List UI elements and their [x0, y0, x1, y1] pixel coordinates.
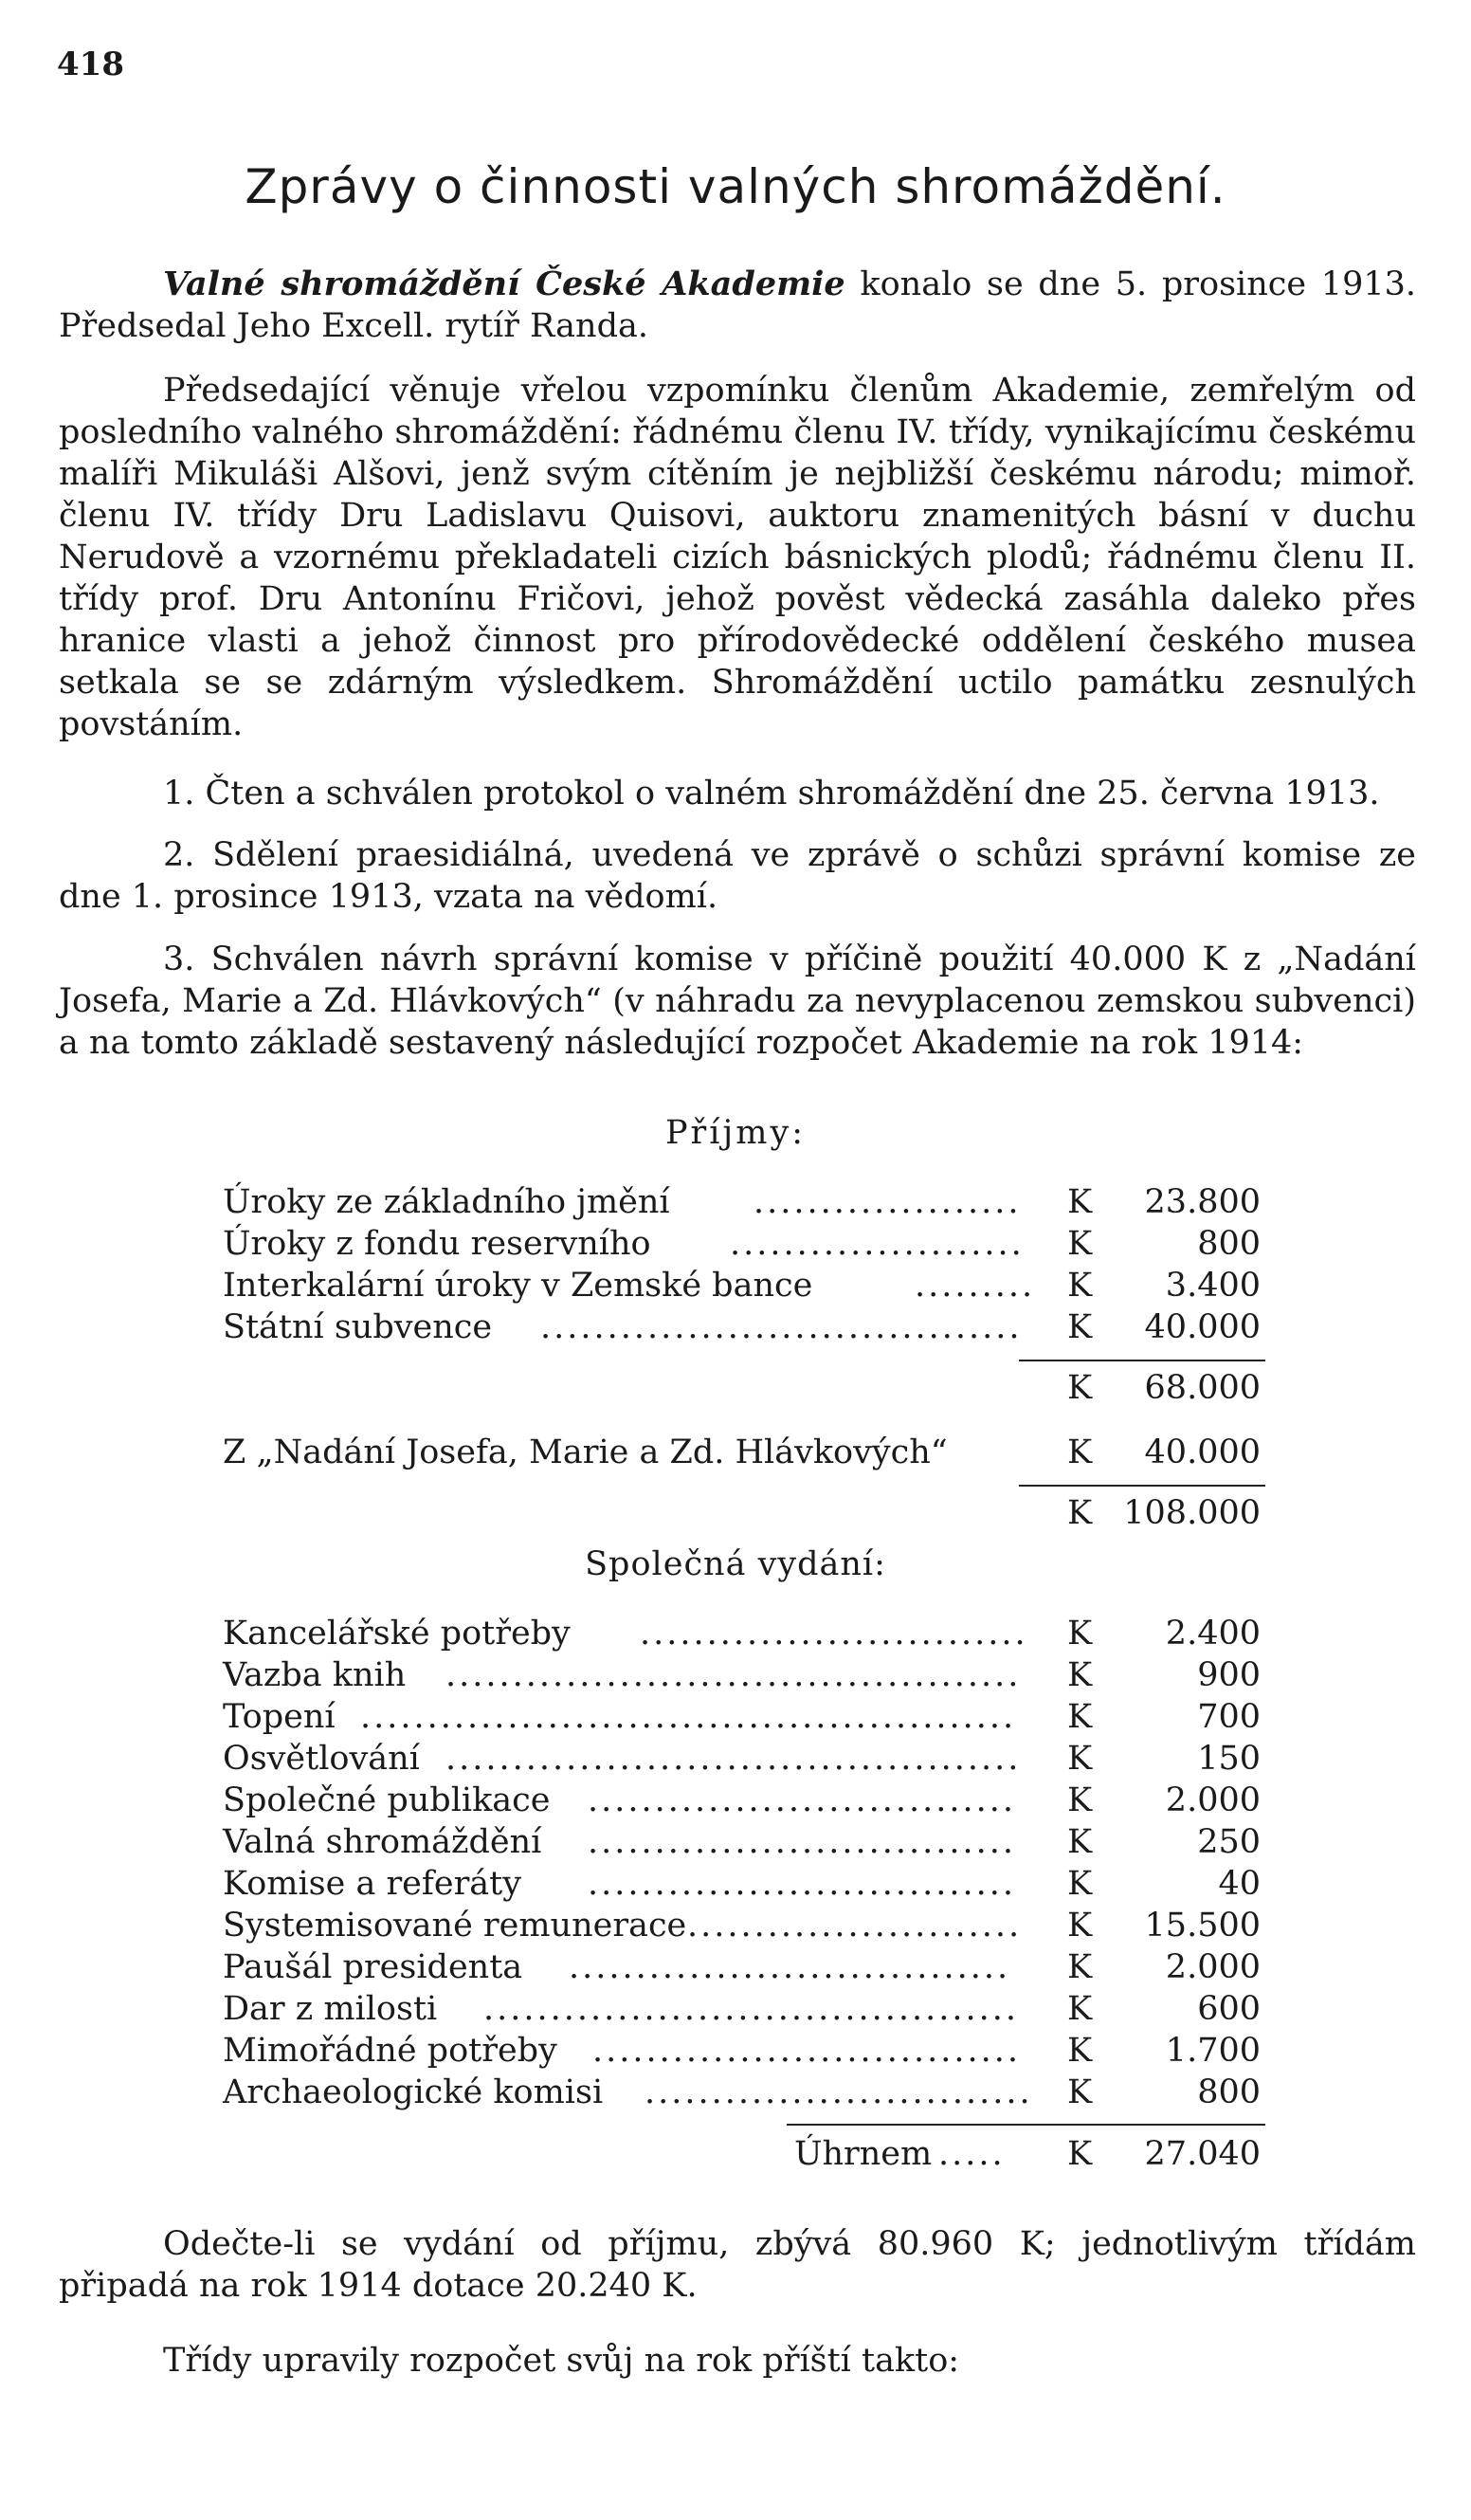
row-amount: 40.000 [1144, 1308, 1261, 1346]
row-amount: 68.000 [1144, 1369, 1261, 1407]
row-currency: K [1067, 1781, 1093, 1819]
row-dots: ................................................. [360, 1698, 1017, 1736]
row-currency: K [1067, 2135, 1093, 2173]
row-label: Topení [223, 1698, 336, 1736]
row-amount: 3.400 [1165, 1267, 1261, 1305]
row-label: Z „Nadání Josefa, Marie a Zd. Hlávkových“ [223, 1433, 948, 1471]
expense-row [0, 2032, 1471, 2073]
row-label: Úhrnem [794, 2135, 933, 2173]
row-dots: .................................... [540, 1308, 1023, 1346]
row-label: Úroky z fondu reservního [223, 1225, 651, 1263]
row-amount: 700 [1197, 1698, 1261, 1736]
row-currency: K [1067, 1948, 1093, 1986]
row-amount: 2.400 [1165, 1615, 1261, 1653]
row-currency: K [1067, 1865, 1093, 1903]
row-currency: K [1067, 1183, 1093, 1221]
row-dots: ......... [915, 1267, 1036, 1305]
row-label: Vazba knih [223, 1656, 407, 1694]
row-label: Mimořádné potřeby [223, 2032, 557, 2070]
item-3: 3. Schválen návrh správní komise v příčině použití 40.000 K z „Nadání Josefa, Marie a Zd. Hlávkových“ (v náhradu za nevyplacenou zemskou subvenci) a na tomto základě sestavený následující rozpočet Akademie na rok 1914: [59, 940, 1416, 1062]
row-dots: ................................ [588, 1865, 1017, 1903]
expense-total-rule [787, 2124, 1265, 2126]
row-amount: 250 [1197, 1823, 1261, 1861]
row-label: Paušál presidenta [223, 1948, 523, 1986]
row-amount: 800 [1197, 2073, 1261, 2111]
row-currency: K [1067, 1308, 1093, 1346]
row-currency: K [1067, 1615, 1093, 1653]
row-label: Valná shromáždění [223, 1823, 542, 1861]
row-currency: K [1067, 1494, 1093, 1532]
row-amount: 150 [1197, 1740, 1261, 1778]
row-label: Dar z milosti [223, 1990, 438, 2028]
row-currency: K [1067, 1823, 1093, 1861]
expense-row [0, 1948, 1471, 1990]
income-row [0, 1308, 1471, 1350]
expense-row [0, 1823, 1471, 1865]
page-title: Zprávy o činnosti valných shromáždění. [245, 159, 1226, 214]
row-amount: 40.000 [1144, 1433, 1261, 1471]
row-dots: .................... [754, 1183, 1022, 1221]
row-dots: ......................... [687, 1907, 1023, 1945]
row-currency: K [1067, 1907, 1093, 1945]
row-label: Úroky ze základního jmění [223, 1183, 670, 1221]
row-currency: K [1067, 1656, 1093, 1694]
row-dots: ...................... [730, 1225, 1025, 1263]
row-amount: 23.800 [1144, 1183, 1261, 1221]
expense-row [0, 1698, 1471, 1740]
intro-lead-rest: konalo se dne 5. prosince 1913. Předsedal Jeho Excell. rytíř Randa. [59, 265, 1417, 345]
row-label: Osvětlování [223, 1740, 420, 1778]
row-currency: K [1067, 1225, 1093, 1263]
row-amount: 108.000 [1123, 1494, 1261, 1532]
row-currency: K [1067, 1740, 1093, 1778]
memorial-paragraph: Předsedající věnuje vřelou vzpomínku členům Akademie, zemřelým od posledního valného shromáždění: řádnému členu IV. třídy, vynikajícímu českému malíři Mikuláši Alšovi, jenž svým cítěním je nejbližší českému národu; mimoř. členu IV. třídy Dru Ladislavu Quisovi, auktoru znamenitých básní v duchu Nerudově a vzornému překladateli cizích básnických plodů; řádnému členu II. třídy prof. Dru Antonínu Fričovi, jehož pověst vědecká zasáhla daleko přes hranice vlasti a jehož činnost pro přírodovědecké oddělení českého musea setkala se se zdárným výsledkem. Shromáždění uctilo památku zesnulých povstáním. [59, 372, 1416, 743]
expense-row [0, 2073, 1471, 2115]
income-row [0, 1183, 1471, 1225]
expense-row [0, 1656, 1471, 1698]
item-1: 1. Čten a schválen protokol o valném shromáždění dne 25. června 1913. [163, 775, 1380, 813]
row-dots: ..... [938, 2135, 1006, 2173]
closing-paragraph: Odečte-li se vydání od příjmu, zbývá 80.960 K; jednotlivým třídám připadá na rok 1914 dotace 20.240 K. [59, 2225, 1416, 2305]
row-dots: ............................. [640, 1615, 1028, 1653]
row-amount: 2.000 [1165, 1948, 1261, 1986]
row-currency: K [1067, 2032, 1093, 2070]
row-label: Společné publikace [223, 1781, 551, 1819]
row-amount: 600 [1197, 1990, 1261, 2028]
row-amount: 1.700 [1165, 2032, 1261, 2070]
row-label: Archaeologické komisi [223, 2073, 604, 2111]
row-dots: ................................. [569, 1948, 1011, 1986]
row-label: Interkalární úroky v Zemské bance [223, 1267, 813, 1305]
income-total-rule [1019, 1485, 1265, 1487]
expense-row [0, 1781, 1471, 1823]
row-label: Kancelářské potřeby [223, 1615, 571, 1653]
expense-row [0, 1615, 1471, 1656]
row-currency: K [1067, 2073, 1093, 2111]
row-amount: 40 [1218, 1865, 1261, 1903]
row-dots: ............................. [645, 2073, 1033, 2111]
row-label: Státní subvence [223, 1308, 493, 1346]
row-dots: ................................ [588, 1823, 1017, 1861]
expenses-heading: Společná vydání: [585, 1545, 886, 1583]
row-dots: ........................................ [483, 1990, 1020, 2028]
income-heading: Příjmy: [664, 1114, 807, 1152]
row-amount: 800 [1197, 1225, 1261, 1263]
row-currency: K [1067, 1698, 1093, 1736]
expense-total-row [0, 2135, 1471, 2177]
row-label: Systemisované remunerace [223, 1907, 687, 1945]
row-amount: 15.500 [1144, 1907, 1261, 1945]
page-number: 418 [57, 46, 124, 83]
item-2: 2. Sdělení praesidiálná, uvedená ve zprávě o schůzi správní komise ze dne 1. prosince 1913, vzata na vědomí. [59, 836, 1416, 916]
row-amount: 900 [1197, 1656, 1261, 1694]
row-currency: K [1067, 1267, 1093, 1305]
row-dots: ........................................... [445, 1656, 1022, 1694]
income-row [0, 1267, 1471, 1308]
income-subtotal-rule [1019, 1360, 1265, 1361]
intro-lead-italic: Valné shromáždění České Akademie [163, 265, 845, 303]
row-label: Komise a referáty [223, 1865, 521, 1903]
intro-paragraph [59, 264, 1416, 347]
income-extra-row [0, 1433, 1471, 1475]
row-amount: 27.040 [1144, 2135, 1261, 2173]
row-dots: ........................................... [445, 1740, 1022, 1778]
income-total-row [0, 1494, 1471, 1536]
final-line: Třídy upravily rozpočet svůj na rok příští takto: [163, 2342, 960, 2380]
expense-row [0, 1865, 1471, 1907]
row-dots: ................................ [588, 1781, 1017, 1819]
expense-row [0, 1740, 1471, 1781]
row-currency: K [1067, 1369, 1093, 1407]
expense-row [0, 1990, 1471, 2032]
row-amount: 2.000 [1165, 1781, 1261, 1819]
income-row [0, 1225, 1471, 1267]
income-subtotal-row [0, 1369, 1471, 1411]
expense-row [0, 1907, 1471, 1948]
row-currency: K [1067, 1990, 1093, 2028]
row-dots: ................................ [592, 2032, 1022, 2070]
row-currency: K [1067, 1433, 1093, 1471]
